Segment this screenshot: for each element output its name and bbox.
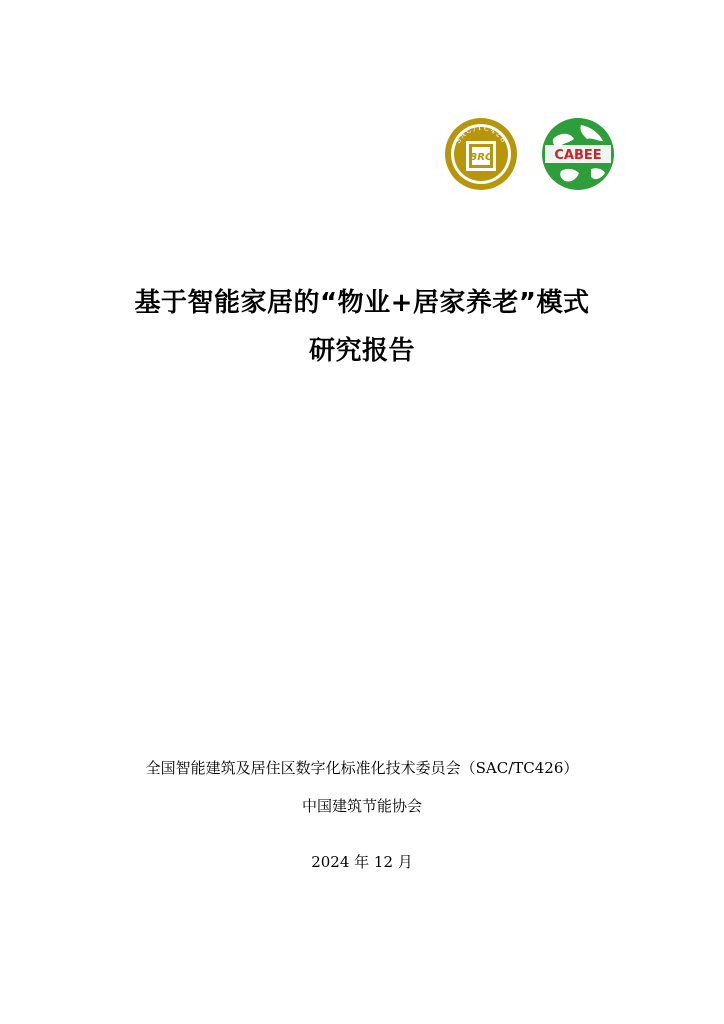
sac-center-text: BRC bbox=[469, 152, 493, 163]
issuing-organization-2: 中国建筑节能协会 bbox=[301, 797, 422, 815]
cabee-text: CABEE bbox=[554, 148, 602, 163]
publication-date: 2024 年 12 月 bbox=[311, 853, 413, 871]
sac-tc426-logo bbox=[444, 117, 518, 191]
issuing-organization-1: 全国智能建筑及居住区数字化标准化技术委员会（SAC/TC426） bbox=[145, 759, 579, 777]
report-title-line-1: 基于智能家居的“物业+居家养老”模式 bbox=[134, 288, 590, 318]
sac-ring-text: SAC/TC426 bbox=[453, 123, 509, 146]
cabee-logo bbox=[541, 117, 615, 191]
report-title-line-2: 研究报告 bbox=[308, 336, 415, 366]
